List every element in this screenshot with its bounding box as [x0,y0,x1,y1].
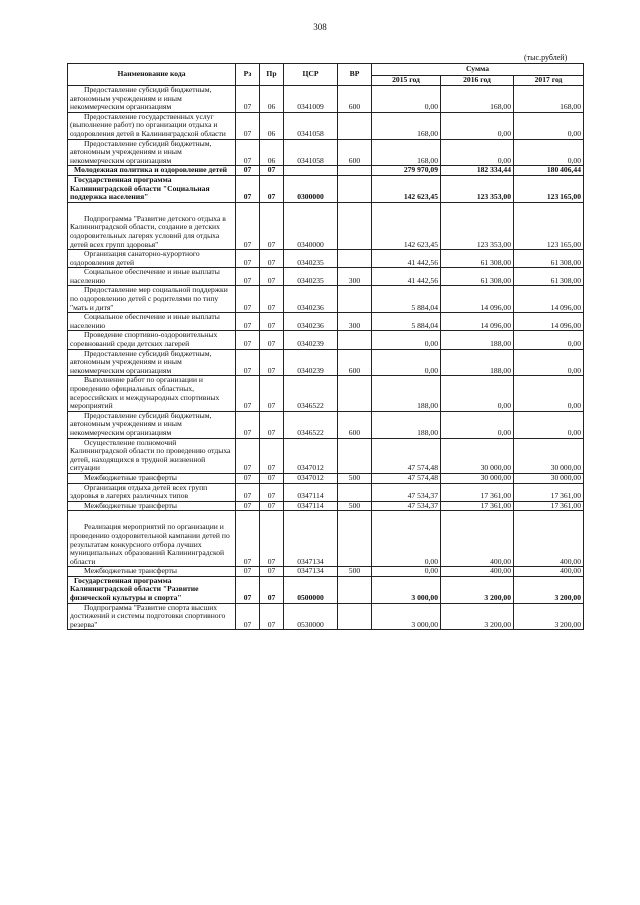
row-name: Проведение спортивно-оздоровительных соревнований среди детских лагерей [68,331,236,349]
row-rz: 07 [236,268,260,286]
table-row [68,411,584,438]
row-sum-2015: 3 000,00 [372,576,441,603]
row-sum-2015: 5 884,04 [372,313,441,331]
row-sum-2016: 182 334,44 [441,166,514,176]
row-vr [338,166,372,176]
header-rz: Рз [236,64,260,86]
row-pr: 06 [260,139,284,166]
row-name: Организация отдыха детей всех групп здоровья в лагерях различных типов [68,483,236,501]
table-body [68,86,584,630]
row-csr [284,166,338,176]
row-name: Социальное обеспечение и иные выплаты населению [68,313,236,331]
row-csr: 0347114 [284,483,338,501]
row-vr [338,511,372,567]
row-rz: 07 [236,331,260,349]
row-sum-2015: 168,00 [372,139,441,166]
row-name: Осуществление полномочий Калининградской области по проведению отдыха детей, находящихся в трудной жизненной ситуации [68,438,236,473]
row-sum-2017: 61 308,00 [514,250,584,268]
row-sum-2016: 0,00 [441,112,514,139]
row-sum-2016: 30 000,00 [441,473,514,483]
row-name: Предоставление субсидий бюджетным, автономным учреждениям и иным некоммерческим организациям [68,349,236,376]
row-sum-2015: 0,00 [372,349,441,376]
row-csr: 0340235 [284,250,338,268]
row-name: Предоставление государственных услуг (выполнение работ) по организации отдыха и оздоровления детей в Калининградской области [68,112,236,139]
table-row [68,166,584,176]
row-csr: 0340235 [284,268,338,286]
header-year-2015: 2015 год [372,76,441,86]
row-sum-2015: 0,00 [372,86,441,113]
row-rz: 07 [236,411,260,438]
header-csr: ЦСР [284,64,338,86]
row-sum-2017: 17 361,00 [514,483,584,501]
row-vr [338,331,372,349]
row-sum-2017: 17 361,00 [514,501,584,511]
row-name: Предоставление субсидий бюджетным, автономным учреждениям и иным некоммерческим организациям [68,411,236,438]
row-sum-2015: 47 534,37 [372,501,441,511]
row-vr: 500 [338,501,372,511]
row-csr: 0340239 [284,349,338,376]
table-row [68,576,584,603]
row-sum-2016: 123 353,00 [441,202,514,249]
row-sum-2015: 47 574,48 [372,438,441,473]
row-vr [338,438,372,473]
row-name: Межбюджетные трансферты [68,567,236,577]
table-header [68,64,584,86]
row-pr: 06 [260,86,284,113]
row-sum-2016: 168,00 [441,86,514,113]
row-rz: 07 [236,567,260,577]
table-row [68,501,584,511]
row-sum-2017: 0,00 [514,139,584,166]
row-name: Государственная программа Калининградской области "Развитие физической культуры и спорта" [68,576,236,603]
table-row [68,139,584,166]
row-vr: 500 [338,567,372,577]
row-rz: 07 [236,166,260,176]
row-csr: 0347114 [284,501,338,511]
row-csr: 0340239 [284,331,338,349]
row-pr: 07 [260,376,284,411]
row-vr [338,175,372,202]
row-sum-2015: 142 623,45 [372,202,441,249]
row-csr: 0347134 [284,567,338,577]
row-csr: 0341009 [284,86,338,113]
row-sum-2017: 14 096,00 [514,313,584,331]
row-sum-2015: 0,00 [372,331,441,349]
row-vr: 600 [338,86,372,113]
row-vr: 600 [338,411,372,438]
row-csr: 0340236 [284,286,338,313]
row-pr: 07 [260,473,284,483]
row-csr: 0340236 [284,313,338,331]
table-row [68,473,584,483]
row-sum-2015: 47 574,48 [372,473,441,483]
row-csr: 0530000 [284,603,338,630]
row-sum-2016: 17 361,00 [441,501,514,511]
row-sum-2016: 400,00 [441,567,514,577]
row-rz: 07 [236,112,260,139]
table-row [68,567,584,577]
header-pr: Пр [260,64,284,86]
row-sum-2017: 3 200,00 [514,576,584,603]
row-csr: 0341058 [284,112,338,139]
units-label: (тыс.рублей) [524,53,568,62]
row-sum-2017: 0,00 [514,349,584,376]
row-sum-2016: 61 308,00 [441,250,514,268]
table-row [68,483,584,501]
table-row [68,349,584,376]
row-sum-2015: 47 534,37 [372,483,441,501]
row-pr: 07 [260,313,284,331]
row-sum-2017: 168,00 [514,86,584,113]
table-row [68,376,584,411]
row-sum-2015: 5 884,04 [372,286,441,313]
row-sum-2016: 188,00 [441,331,514,349]
header-year-2017: 2017 год [514,76,584,86]
budget-table [67,63,584,630]
row-name: Социальное обеспечение и иные выплаты населению [68,268,236,286]
row-sum-2017: 400,00 [514,511,584,567]
row-name: Подпрограмма "Развитие спорта высших достижений и системы подготовки спортивного резерва" [68,603,236,630]
row-rz: 07 [236,501,260,511]
row-sum-2016: 30 000,00 [441,438,514,473]
row-sum-2015: 168,00 [372,112,441,139]
row-csr: 0341058 [284,139,338,166]
row-sum-2017: 123 165,00 [514,202,584,249]
row-rz: 07 [236,438,260,473]
row-sum-2015: 0,00 [372,511,441,567]
row-pr: 07 [260,438,284,473]
row-name: Организация санаторно-курортного оздоровления детей [68,250,236,268]
row-sum-2015: 188,00 [372,376,441,411]
row-pr: 07 [260,501,284,511]
row-sum-2016: 3 200,00 [441,603,514,630]
row-sum-2016: 400,00 [441,511,514,567]
row-vr [338,603,372,630]
row-sum-2017: 123 165,00 [514,175,584,202]
row-sum-2016: 17 361,00 [441,483,514,501]
row-pr: 07 [260,250,284,268]
row-sum-2017: 400,00 [514,567,584,577]
row-sum-2015: 188,00 [372,411,441,438]
row-name: Реализация мероприятий по организации и проведению оздоровительной кампании детей по результатам конкурсного отбора лучших муниципальных образований Калининградской области [68,511,236,567]
table-row [68,331,584,349]
header-vr: ВР [338,64,372,86]
row-rz: 07 [236,483,260,501]
row-name: Предоставление субсидий бюджетным, автономным учреждениям и иным некоммерческим организациям [68,139,236,166]
row-rz: 07 [236,376,260,411]
row-csr: 0346522 [284,411,338,438]
row-name: Выполнение работ по организации и проведению официальных областных, всероссийских и международных спортивных мероприятий [68,376,236,411]
row-sum-2017: 0,00 [514,331,584,349]
row-rz: 07 [236,511,260,567]
row-rz: 07 [236,603,260,630]
row-sum-2016: 188,00 [441,349,514,376]
table-row [68,511,584,567]
row-rz: 07 [236,86,260,113]
row-vr: 600 [338,349,372,376]
row-sum-2016: 14 096,00 [441,313,514,331]
row-vr [338,112,372,139]
table-row [68,112,584,139]
header-name: Наименование кода [68,64,236,86]
row-pr: 07 [260,166,284,176]
header-year-2016: 2016 год [441,76,514,86]
row-pr: 07 [260,576,284,603]
table-row [68,250,584,268]
row-pr: 06 [260,112,284,139]
row-sum-2016: 123 353,00 [441,175,514,202]
row-sum-2017: 61 308,00 [514,268,584,286]
row-name: Межбюджетные трансферты [68,473,236,483]
row-pr: 07 [260,603,284,630]
header-sum: Сумма [372,64,584,76]
row-csr: 0347134 [284,511,338,567]
row-rz: 07 [236,576,260,603]
table-row [68,86,584,113]
row-sum-2017: 0,00 [514,112,584,139]
row-csr: 0340000 [284,202,338,249]
row-sum-2016: 0,00 [441,139,514,166]
table-row [68,268,584,286]
row-rz: 07 [236,202,260,249]
row-vr: 300 [338,268,372,286]
row-name: Межбюджетные трансферты [68,501,236,511]
row-sum-2017: 3 200,00 [514,603,584,630]
row-csr: 0347012 [284,438,338,473]
row-csr: 0500000 [284,576,338,603]
row-pr: 07 [260,349,284,376]
row-vr [338,250,372,268]
row-sum-2015: 3 000,00 [372,603,441,630]
row-sum-2017: 30 000,00 [514,473,584,483]
row-sum-2015: 41 442,56 [372,250,441,268]
row-csr: 0347012 [284,473,338,483]
row-name: Молодежная политика и оздоровление детей [68,166,236,176]
row-rz: 07 [236,349,260,376]
table-row [68,286,584,313]
row-rz: 07 [236,473,260,483]
row-rz: 07 [236,313,260,331]
row-vr [338,483,372,501]
row-sum-2015: 0,00 [372,567,441,577]
row-sum-2017: 14 096,00 [514,286,584,313]
row-sum-2017: 180 406,44 [514,166,584,176]
row-vr: 300 [338,313,372,331]
row-pr: 07 [260,286,284,313]
row-rz: 07 [236,250,260,268]
row-sum-2016: 3 200,00 [441,576,514,603]
row-pr: 07 [260,175,284,202]
row-pr: 07 [260,567,284,577]
page-number: 308 [313,22,327,32]
row-vr: 500 [338,473,372,483]
row-sum-2016: 0,00 [441,376,514,411]
row-vr: 600 [338,139,372,166]
row-name: Предоставление мер социальной поддержки по оздоровлению детей с родителями по типу "мать и дитя" [68,286,236,313]
row-sum-2016: 61 308,00 [441,268,514,286]
table-row [68,175,584,202]
row-pr: 07 [260,483,284,501]
row-sum-2016: 14 096,00 [441,286,514,313]
table-row [68,202,584,249]
row-pr: 07 [260,331,284,349]
row-vr [338,286,372,313]
row-pr: 07 [260,511,284,567]
row-rz: 07 [236,175,260,202]
row-vr [338,576,372,603]
row-sum-2017: 30 000,00 [514,438,584,473]
row-pr: 07 [260,411,284,438]
row-vr [338,376,372,411]
row-pr: 07 [260,202,284,249]
row-sum-2017: 0,00 [514,376,584,411]
row-sum-2015: 279 970,09 [372,166,441,176]
row-vr [338,202,372,249]
row-rz: 07 [236,139,260,166]
row-rz: 07 [236,286,260,313]
table-row [68,603,584,630]
row-sum-2015: 142 623,45 [372,175,441,202]
row-name: Подпрограмма "Развитие детского отдыха в Калининградской области, создание в детских оздоровительных лагерях условий для отдыха детей всех групп здоровья" [68,202,236,249]
row-name: Предоставление субсидий бюджетным, автономным учреждениям и иным некоммерческим организациям [68,86,236,113]
row-sum-2017: 0,00 [514,411,584,438]
row-sum-2016: 0,00 [441,411,514,438]
table-row [68,313,584,331]
row-csr: 0300000 [284,175,338,202]
row-pr: 07 [260,268,284,286]
row-sum-2015: 41 442,56 [372,268,441,286]
row-csr: 0346522 [284,376,338,411]
table-row [68,438,584,473]
row-name: Государственная программа Калининградской области "Социальная поддержка населения" [68,175,236,202]
